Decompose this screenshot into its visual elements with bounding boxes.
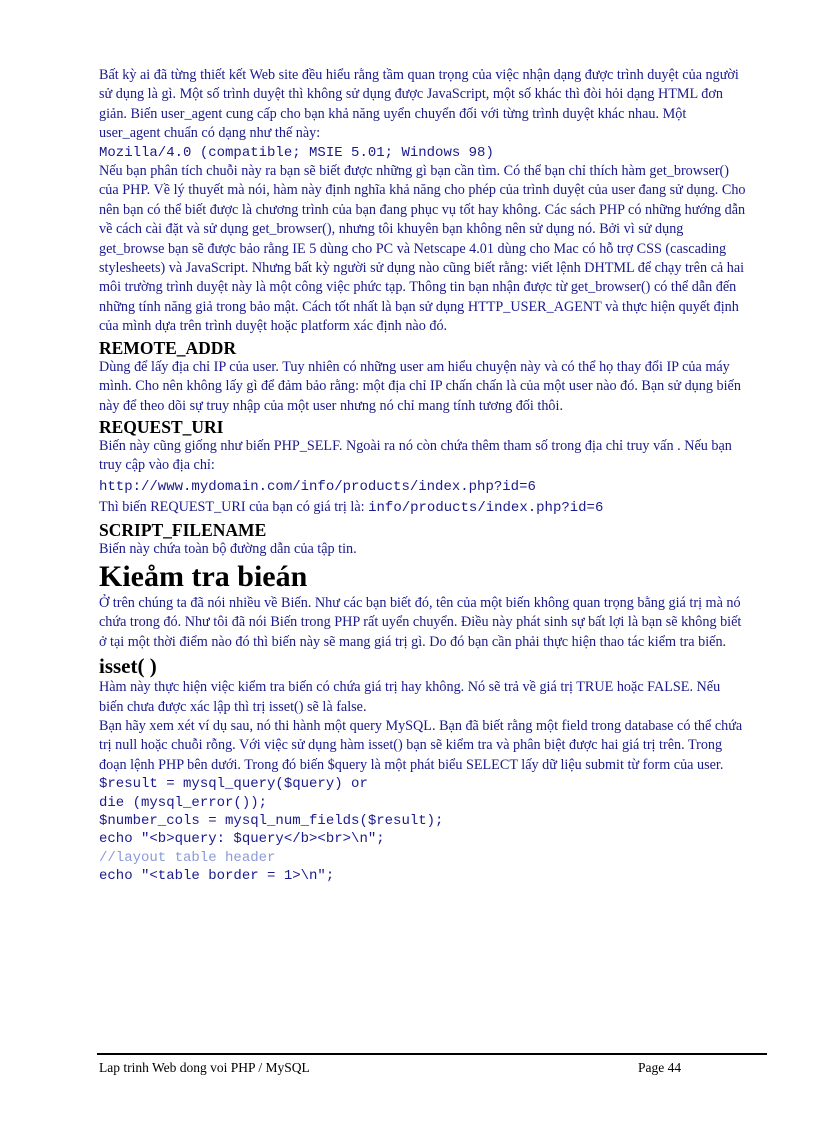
page-content bbox=[99, 66, 747, 886]
code-block bbox=[99, 775, 747, 885]
paragraph-remote-addr: Dùng để lấy địa chỉ IP của user. Tuy nhiên có những user am hiểu chuyện này và có thể họ thay đổi IP của máy mình. Cho nên không lấy gì để đảm bảo rằng: một địa chỉ IP chấn chấn là của một user nào đó. Bạn sử dụng biến này để theo dõi sự truy nhập của một user nhưng nó chỉ mang tính tương đối thôi. bbox=[99, 358, 741, 414]
paragraph-isset-description: Hàm này thực hiện việc kiểm tra biến có chứa giá trị hay không. Nó sẽ trả về giá trị TRUE hoặc FALSE. Nếu biến chưa được xác lập thì trị isset() sẽ là false. bbox=[99, 679, 721, 715]
heading-request-uri: REQUEST_URI bbox=[99, 416, 224, 437]
request-uri-value-code: info/products/index.php?id=6 bbox=[368, 500, 604, 517]
request-uri-value-prefix: Thì biến REQUEST_URI của bạn có giá trị là: bbox=[99, 499, 369, 516]
code-comment-line: //layout table header bbox=[99, 849, 276, 866]
heading-variable-check: Kieåm tra bieán bbox=[99, 559, 308, 593]
heading-script-filename: SCRIPT_FILENAME bbox=[99, 519, 267, 540]
code-line: $number_cols = mysql_num_fields($result); bbox=[99, 813, 444, 829]
code-line: die (mysql_error()); bbox=[99, 794, 268, 811]
code-user-agent-example: Mozilla/4.0 (compatible; MSIE 5.01; Windows 98) bbox=[99, 144, 494, 161]
paragraph-isset-example: Bạn hãy xem xét ví dụ sau, nó thi hành một query MySQL. Bạn đã biết rằng một field trong database có thể chứa trị null hoặc chuỗi rỗng. Với việc sử dụng hàm isset() bạn sẽ kiểm tra và phân biệt được hai giá trị trên. Trong đoạn lệnh PHP bên dưới. Trong đó biến $query là một phát biểu SELECT lấy dữ liệu submit từ form của user. bbox=[99, 717, 743, 773]
footer-divider bbox=[97, 1053, 767, 1055]
heading-isset: isset( ) bbox=[99, 654, 157, 679]
paragraph-variable-check: Ở trên chúng ta đã nói nhiều về Biến. Như các bạn biết đó, tên của một biến không quan trọng bằng giá trị mà nó chứa trong đó. Như tôi đã nói Biến trong PHP rất uyển chuyển. Điều này phát sinh sự bất lợi là bạn sẽ không biết ở tại một thời điểm nào đó thì biến này sẽ mang giá trị gì. Do đó bạn cần phải thực hiện thao tác kiểm tra biến. bbox=[99, 594, 742, 650]
code-line: echo "<table border = 1>\n"; bbox=[99, 868, 335, 885]
code-url-example: http://www.mydomain.com/info/products/index.php?id=6 bbox=[99, 478, 536, 495]
footer-page-number: Page 44 bbox=[638, 1060, 682, 1075]
paragraph-get-browser: Nếu bạn phân tích chuỗi này ra bạn sẽ biết được những gì bạn cần tìm. Có thể bạn chỉ thích hàm get_browser() của PHP. Về lý thuyết mà nói, hàm này định nghĩa khả năng cho phép của trình duyệt của user đang sử dụng. Cho nên bạn có thể biết được là chương trình của bạn đang phục vụ tốt hay không. Các sách PHP có những hướng dẫn về cách cài đặt và sử dụng get_browser(), nhưng tôi khuyên bạn không nên sử dụng nó. Bởi vì sử dụng get_browse bạn sẽ được bảo rằng IE 5 dùng cho PC và Netscape 4.01 dùng cho Mac có hỗ trợ CSS (cascading stylesheets) và JavaScript. Nhưng bất kỳ người sử dụng nào cũng biết rằng: viết lệnh DHTML để chạy trên cả hai môi trường trình duyệt này là một công việc phức tạp. Thông tin bạn nhận được từ get_browser() có thể dẫn đến những tính năng giả trong bảo mật. Cách tốt nhất là bạn sử dụng HTTP_USER_AGENT và thực hiện quyết định của mình dựa trên trình duyệt hoặc platform xác định nào đó. bbox=[99, 163, 746, 335]
paragraph-script-filename: Biến này chứa toàn bộ đường dẫn của tập tin. bbox=[99, 540, 357, 557]
heading-remote-addr: REMOTE_ADDR bbox=[99, 337, 237, 358]
paragraph-user-agent-intro: Bất kỳ ai đã từng thiết kết Web site đều hiểu rằng tầm quan trọng của việc nhận dạng được trình duyệt của người sử dụng là gì. Một số trình duyệt thì không sử dụng được JavaScript, một số khác thì đòi hỏi dạng HTML đơn giản. Biến user_agent cung cấp cho bạn khả năng uyển chuyển đối với từng trình duyệt khác nhau. Một user_agent chuẩn có dạng như thế này: bbox=[99, 67, 739, 142]
code-line: echo "<b>query: $query</b><br>\n"; bbox=[99, 831, 385, 848]
paragraph-request-uri: Biến này cũng giống như biến PHP_SELF. Ngoài ra nó còn chứa thêm tham số trong địa chỉ truy vấn . Nếu bạn truy cập vào địa chỉ: bbox=[99, 437, 732, 474]
paragraph-request-uri-value bbox=[99, 498, 747, 518]
footer-book-title: Lap trinh Web dong voi PHP / MySQL bbox=[99, 1060, 310, 1075]
code-line: $result = mysql_query($query) or bbox=[99, 776, 368, 793]
